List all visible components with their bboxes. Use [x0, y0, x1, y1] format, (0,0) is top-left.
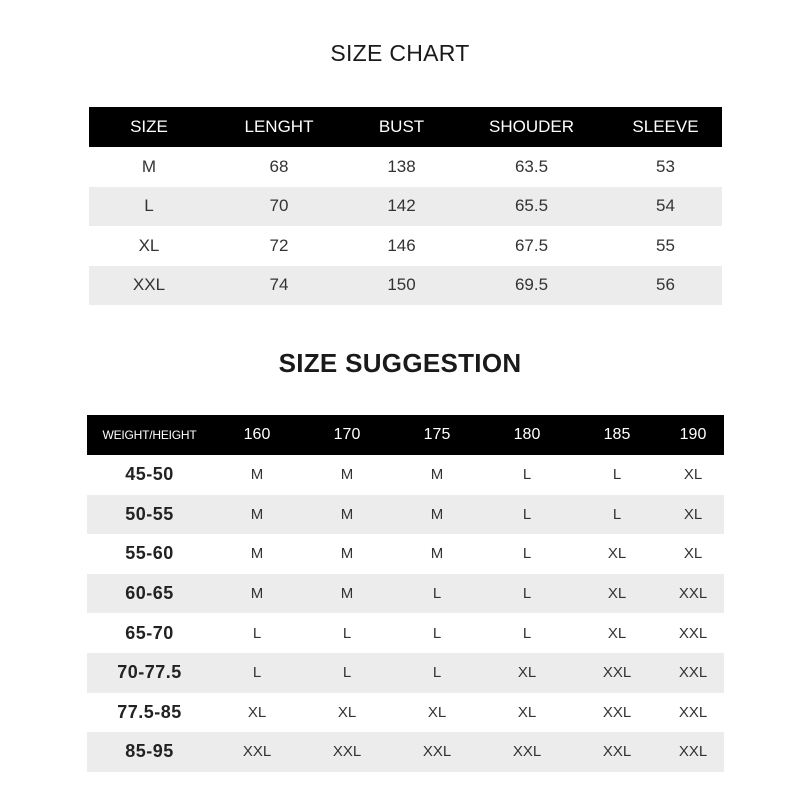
- table-cell: 56: [609, 266, 722, 306]
- table-cell: M: [392, 495, 482, 535]
- table-cell: M: [212, 495, 302, 535]
- table-cell: M: [430, 545, 444, 563]
- table-cell: 63.5: [514, 156, 549, 176]
- table-cell: XXL: [678, 703, 708, 721]
- header-cell: 180: [482, 415, 572, 455]
- table-cell: M: [250, 545, 264, 563]
- table-cell: L: [392, 653, 482, 693]
- table-cell: 69.5: [454, 266, 609, 306]
- table-cell: 142: [349, 187, 454, 227]
- table-cell: L: [522, 545, 532, 563]
- table-cell: M: [250, 466, 264, 484]
- size-suggestion-header-row: [87, 415, 724, 455]
- table-cell: 74: [209, 266, 349, 306]
- table-cell: 55: [656, 235, 675, 255]
- table-cell: XXL: [662, 732, 724, 772]
- table-cell: XL: [138, 235, 160, 255]
- size-chart-header-row: [89, 107, 722, 147]
- table-cell: M: [340, 466, 354, 484]
- table-cell: XXL: [602, 703, 632, 721]
- table-row: [87, 613, 724, 653]
- table-cell: M: [212, 574, 302, 614]
- table-cell: 67.5: [514, 235, 549, 255]
- table-cell: XXL: [212, 732, 302, 772]
- table-cell: XXL: [302, 732, 392, 772]
- table-cell: XL: [482, 653, 572, 693]
- table-cell: M: [302, 495, 392, 535]
- weight-cell: 50-55: [87, 495, 212, 535]
- table-row: [87, 653, 724, 693]
- table-cell: XXL: [678, 624, 708, 642]
- header-cell: SLEEVE: [609, 107, 722, 147]
- table-cell: L: [212, 653, 302, 693]
- table-cell: L: [572, 495, 662, 535]
- header-cell: LENGHT: [209, 107, 349, 147]
- table-cell: XL: [607, 624, 627, 642]
- table-cell: XXL: [482, 732, 572, 772]
- table-cell: XL: [683, 545, 703, 563]
- table-cell: M: [430, 466, 444, 484]
- size-suggestion-table: [87, 415, 724, 772]
- table-cell: L: [612, 466, 622, 484]
- table-row: [89, 147, 722, 187]
- weight-cell: 70-77.5: [87, 653, 212, 693]
- table-cell: XL: [607, 545, 627, 563]
- table-cell: L: [89, 187, 209, 227]
- table-cell: XXL: [572, 732, 662, 772]
- table-cell: 138: [387, 156, 416, 176]
- table-row: [87, 495, 724, 535]
- header-cell: SIZE: [89, 107, 209, 147]
- weight-cell: 77.5-85: [117, 701, 182, 722]
- weight-cell: 85-95: [87, 732, 212, 772]
- table-cell: L: [482, 495, 572, 535]
- table-row: [87, 574, 724, 614]
- table-cell: 70: [209, 187, 349, 227]
- table-cell: M: [340, 545, 354, 563]
- header-cell: WEIGHT/HEIGHT: [87, 415, 212, 455]
- table-cell: XXL: [89, 266, 209, 306]
- table-row: [89, 187, 722, 227]
- table-cell: L: [302, 653, 392, 693]
- weight-cell: 60-65: [87, 574, 212, 614]
- size-suggestion-title: SIZE SUGGESTION: [278, 348, 522, 378]
- table-cell: M: [302, 574, 392, 614]
- table-cell: 72: [269, 235, 289, 255]
- table-cell: XXL: [662, 653, 724, 693]
- table-cell: XXL: [662, 574, 724, 614]
- header-cell: SHOUDER: [454, 107, 609, 147]
- table-row: [87, 693, 724, 733]
- header-cell: BUST: [349, 107, 454, 147]
- table-cell: XXL: [392, 732, 482, 772]
- header-cell: 160: [212, 415, 302, 455]
- table-cell: L: [522, 624, 532, 642]
- table-cell: L: [252, 624, 262, 642]
- table-row: [87, 455, 724, 495]
- table-cell: XL: [662, 495, 724, 535]
- table-cell: XL: [572, 574, 662, 614]
- table-cell: XL: [427, 703, 447, 721]
- table-cell: L: [342, 624, 352, 642]
- table-cell: 68: [269, 156, 289, 176]
- header-cell: 175: [392, 415, 482, 455]
- table-cell: XL: [337, 703, 357, 721]
- table-row: [87, 534, 724, 574]
- table-cell: 150: [349, 266, 454, 306]
- table-cell: 146: [387, 235, 416, 255]
- table-cell: XXL: [572, 653, 662, 693]
- size-chart-table: [89, 107, 722, 305]
- weight-cell: 45-50: [125, 464, 174, 485]
- table-cell: XL: [247, 703, 267, 721]
- size-chart-title: SIZE CHART: [330, 40, 470, 66]
- table-cell: M: [141, 156, 157, 176]
- header-cell: 190: [662, 415, 724, 455]
- table-cell: 54: [609, 187, 722, 227]
- table-row: [89, 226, 722, 266]
- table-cell: L: [432, 624, 442, 642]
- table-cell: L: [392, 574, 482, 614]
- table-cell: XL: [517, 703, 537, 721]
- table-cell: 53: [656, 156, 675, 176]
- header-cell: 170: [302, 415, 392, 455]
- header-cell: 185: [572, 415, 662, 455]
- table-row: [89, 266, 722, 306]
- table-cell: L: [482, 574, 572, 614]
- table-cell: 65.5: [454, 187, 609, 227]
- table-row: [87, 732, 724, 772]
- table-cell: XL: [683, 466, 703, 484]
- weight-cell: 65-70: [125, 622, 174, 643]
- table-cell: L: [522, 466, 532, 484]
- weight-cell: 55-60: [125, 543, 174, 564]
